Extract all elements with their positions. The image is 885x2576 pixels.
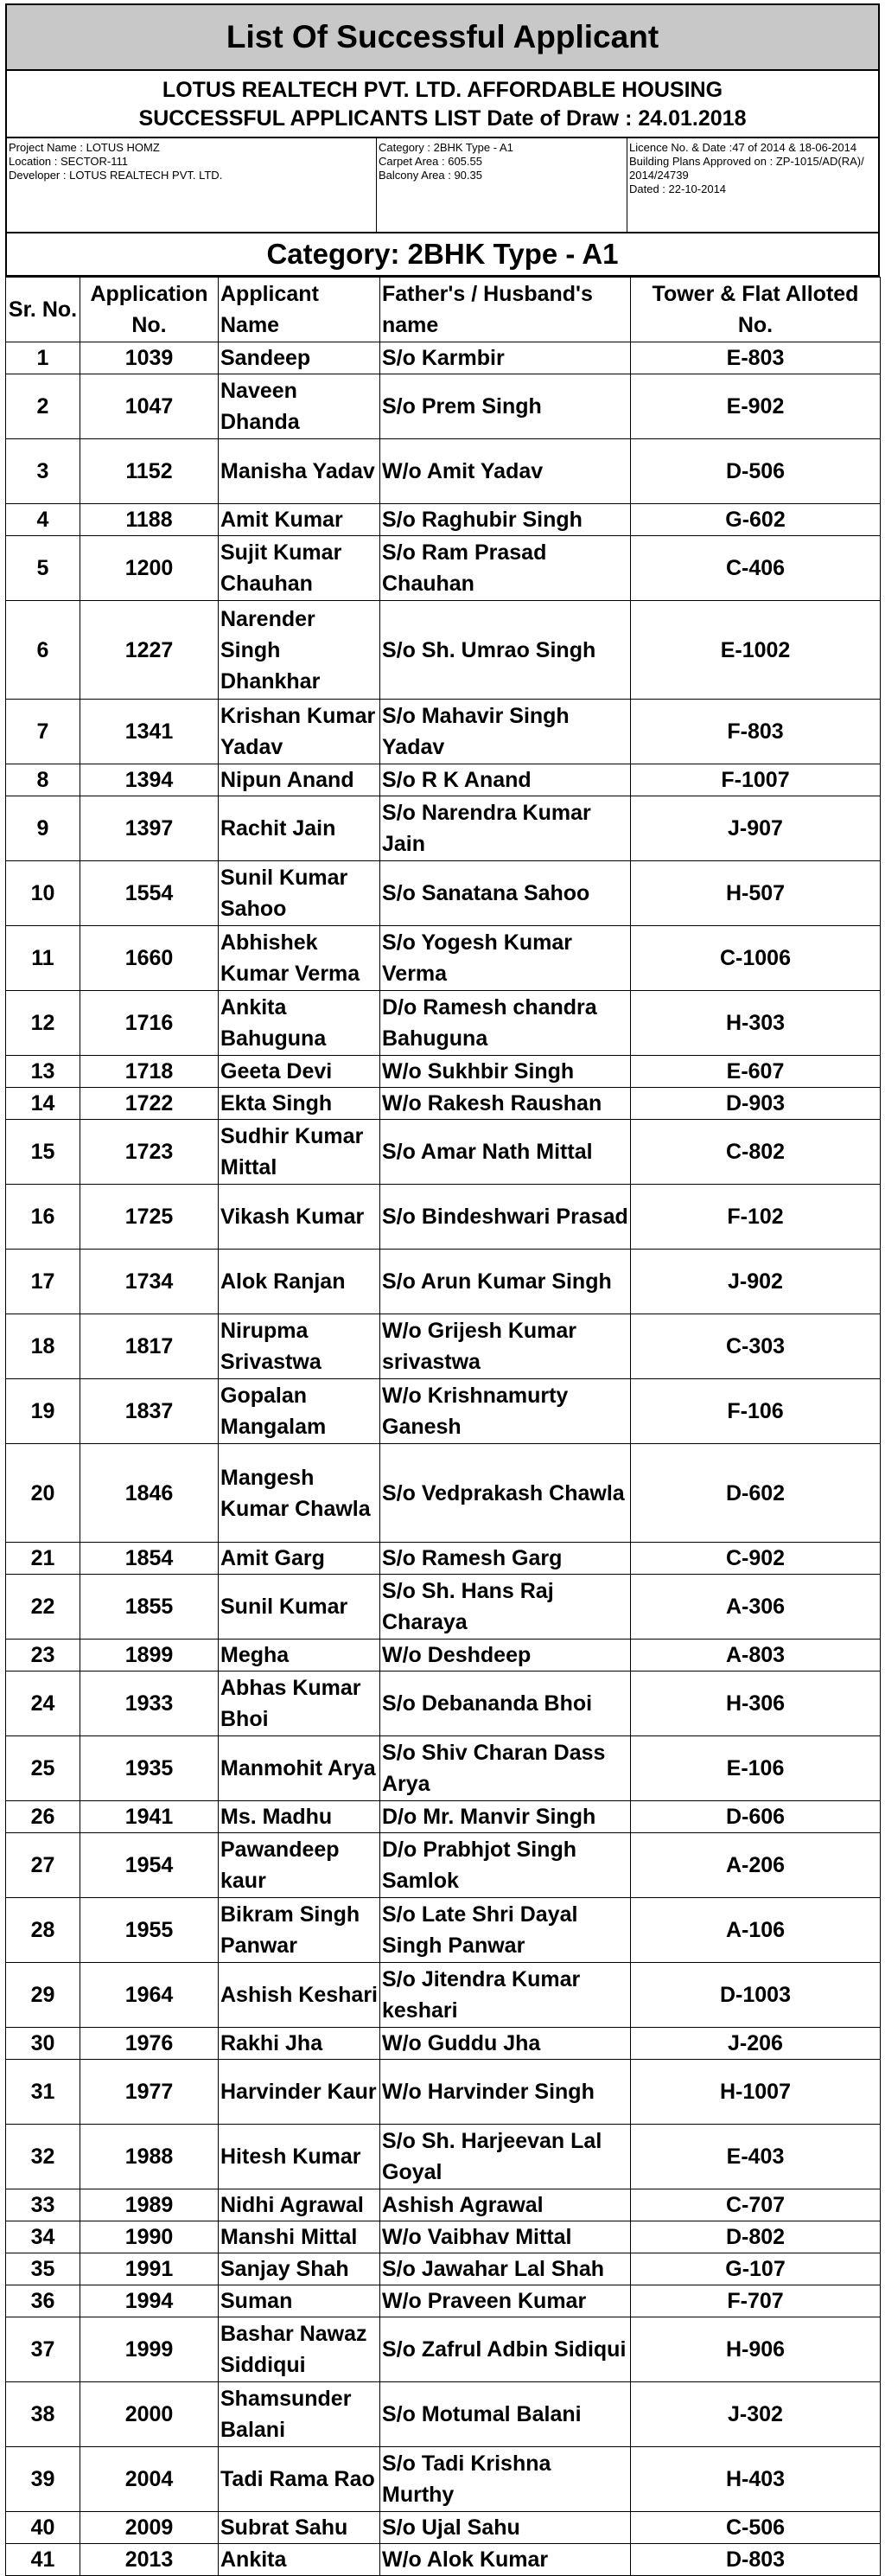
cell-application-no: 1200	[80, 536, 219, 601]
table-row	[6, 1120, 881, 1185]
cell-father-husband-name: S/o Debananda Bhoi	[380, 1672, 631, 1736]
cell-application-no: 2013	[80, 2544, 219, 2576]
carpet-area: Carpet Area : 605.55	[379, 155, 482, 168]
cell-father-husband-name: D/o Ramesh chandra Bahuguna	[380, 991, 631, 1056]
cell-sr: 40	[6, 2512, 80, 2544]
cell-father-husband-name: W/o Vaibhav Mittal	[380, 2221, 631, 2253]
cell-applicant-name: Vikash Kumar	[219, 1185, 380, 1250]
cell-applicant-name: Shamsunder Balani	[219, 2382, 380, 2447]
table-row	[6, 1444, 881, 1543]
cell-father-husband-name: S/o Bindeshwari Prasad	[380, 1185, 631, 1250]
cell-sr: 16	[6, 1185, 80, 1250]
cell-application-no: 1227	[80, 601, 219, 700]
cell-sr: 13	[6, 1056, 80, 1088]
cell-applicant-name: Ekta Singh	[219, 1088, 380, 1120]
cell-father-husband-name: S/o Late Shri Dayal Singh Panwar	[380, 1898, 631, 1963]
project-name: Project Name : LOTUS HOMZ	[9, 141, 160, 154]
page-title: List Of Successful Applicant	[5, 3, 880, 71]
table-row	[6, 2125, 881, 2189]
cell-tower-flat: A-106	[631, 1898, 881, 1963]
cell-tower-flat: C-303	[631, 1314, 881, 1379]
cell-applicant-name: Bikram Singh Panwar	[219, 1898, 380, 1963]
cell-applicant-name: Narender Singh Dhankhar	[219, 601, 380, 700]
company-header	[5, 71, 880, 138]
cell-tower-flat: C-902	[631, 1543, 881, 1575]
cell-father-husband-name: S/o Motumal Balani	[380, 2382, 631, 2447]
cell-father-husband-name: S/o Ramesh Garg	[380, 1543, 631, 1575]
table-row	[6, 2028, 881, 2060]
cell-sr: 3	[6, 439, 80, 504]
cell-sr: 27	[6, 1833, 80, 1898]
table-row	[6, 764, 881, 796]
cell-father-husband-name: W/o Deshdeep	[380, 1640, 631, 1672]
cell-sr: 30	[6, 2028, 80, 2060]
cell-applicant-name: Abhas Kumar Bhoi	[219, 1672, 380, 1736]
col-header-sr: Sr. No.	[6, 278, 80, 342]
cell-applicant-name: Gopalan Mangalam	[219, 1379, 380, 1444]
table-row	[6, 1575, 881, 1640]
cell-tower-flat: C-506	[631, 2512, 881, 2544]
cell-tower-flat: H-306	[631, 1672, 881, 1736]
cell-application-no: 1976	[80, 2028, 219, 2060]
table-row	[6, 2447, 881, 2512]
cell-tower-flat: H-1007	[631, 2060, 881, 2125]
cell-father-husband-name: S/o Ram Prasad Chauhan	[380, 536, 631, 601]
category-heading: Category: 2BHK Type - A1	[5, 233, 880, 277]
cell-tower-flat: G-602	[631, 504, 881, 536]
table-row	[6, 2285, 881, 2317]
cell-tower-flat: D-803	[631, 2544, 881, 2576]
table-row	[6, 861, 881, 926]
cell-sr: 33	[6, 2189, 80, 2221]
cell-father-husband-name: S/o Zafrul Adbin Sidiqui	[380, 2317, 631, 2382]
table-row	[6, 2382, 881, 2447]
table-row	[6, 1833, 881, 1898]
cell-applicant-name: Nirupma Srivastwa	[219, 1314, 380, 1379]
cell-tower-flat: D-802	[631, 2221, 881, 2253]
building-plan-info: Building Plans Approved on : ZP-1015/AD(RA)/ 2014/24739	[629, 155, 864, 182]
cell-sr: 19	[6, 1379, 80, 1444]
cell-applicant-name: Ankita Bahuguna	[219, 991, 380, 1056]
table-row	[6, 1640, 881, 1672]
table-row	[6, 2253, 881, 2285]
cell-father-husband-name: S/o Ujal Sahu	[380, 2512, 631, 2544]
table-row	[6, 1250, 881, 1314]
cell-father-husband-name: W/o Krishnamurty Ganesh	[380, 1379, 631, 1444]
cell-application-no: 1341	[80, 700, 219, 764]
cell-tower-flat: F-102	[631, 1185, 881, 1250]
cell-tower-flat: J-302	[631, 2382, 881, 2447]
cell-applicant-name: Krishan Kumar Yadav	[219, 700, 380, 764]
cell-tower-flat: E-607	[631, 1056, 881, 1088]
cell-father-husband-name: W/o Grijesh Kumar srivastwa	[380, 1314, 631, 1379]
cell-father-husband-name: S/o Yogesh Kumar Verma	[380, 926, 631, 991]
cell-father-husband-name: S/o Jitendra Kumar keshari	[380, 1963, 631, 2028]
table-row	[6, 536, 881, 601]
cell-application-no: 1955	[80, 1898, 219, 1963]
cell-father-husband-name: S/o Amar Nath Mittal	[380, 1120, 631, 1185]
cell-tower-flat: F-707	[631, 2285, 881, 2317]
cell-application-no: 1977	[80, 2060, 219, 2125]
cell-tower-flat: F-1007	[631, 764, 881, 796]
cell-applicant-name: Nidhi Agrawal	[219, 2189, 380, 2221]
table-row	[6, 1314, 881, 1379]
cell-tower-flat: D-606	[631, 1801, 881, 1833]
cell-father-husband-name: S/o Shiv Charan Dass Arya	[380, 1736, 631, 1801]
cell-tower-flat: J-907	[631, 796, 881, 861]
cell-sr: 8	[6, 764, 80, 796]
cell-application-no: 1188	[80, 504, 219, 536]
cell-application-no: 1718	[80, 1056, 219, 1088]
cell-tower-flat: D-903	[631, 1088, 881, 1120]
cell-sr: 32	[6, 2125, 80, 2189]
table-row	[6, 1801, 881, 1833]
cell-sr: 37	[6, 2317, 80, 2382]
cell-applicant-name: Geeta Devi	[219, 1056, 380, 1088]
cell-father-husband-name: D/o Mr. Manvir Singh	[380, 1801, 631, 1833]
cell-sr: 28	[6, 1898, 80, 1963]
cell-father-husband-name: W/o Guddu Jha	[380, 2028, 631, 2060]
cell-tower-flat: H-507	[631, 861, 881, 926]
cell-application-no: 2009	[80, 2512, 219, 2544]
cell-tower-flat: C-406	[631, 536, 881, 601]
cell-sr: 38	[6, 2382, 80, 2447]
cell-father-husband-name: S/o Narendra Kumar Jain	[380, 796, 631, 861]
company-line: LOTUS REALTECH PVT. LTD. AFFORDABLE HOUSING	[162, 78, 723, 102]
cell-sr: 39	[6, 2447, 80, 2512]
cell-sr: 36	[6, 2285, 80, 2317]
cell-applicant-name: Sujit Kumar Chauhan	[219, 536, 380, 601]
table-row	[6, 991, 881, 1056]
table-header-row	[6, 278, 881, 342]
cell-sr: 24	[6, 1672, 80, 1736]
cell-application-no: 1999	[80, 2317, 219, 2382]
table-row	[6, 1379, 881, 1444]
cell-application-no: 1991	[80, 2253, 219, 2285]
cell-father-husband-name: W/o Sukhbir Singh	[380, 1056, 631, 1088]
cell-applicant-name: Sanjay Shah	[219, 2253, 380, 2285]
cell-applicant-name: Sudhir Kumar Mittal	[219, 1120, 380, 1185]
cell-sr: 21	[6, 1543, 80, 1575]
cell-applicant-name: Bashar Nawaz Siddiqui	[219, 2317, 380, 2382]
cell-tower-flat: C-1006	[631, 926, 881, 991]
cell-tower-flat: F-106	[631, 1379, 881, 1444]
cell-applicant-name: Abhishek Kumar Verma	[219, 926, 380, 991]
project-info-col2	[377, 138, 627, 232]
cell-father-husband-name: S/o Sh. Umrao Singh	[380, 601, 631, 700]
cell-applicant-name: Ashish Keshari	[219, 1963, 380, 2028]
table-row	[6, 1672, 881, 1736]
cell-tower-flat: E-106	[631, 1736, 881, 1801]
project-info	[5, 138, 880, 233]
table-row	[6, 374, 881, 439]
cell-application-no: 1817	[80, 1314, 219, 1379]
project-location: Location : SECTOR-111	[9, 155, 129, 168]
cell-father-husband-name: Ashish Agrawal	[380, 2189, 631, 2221]
project-developer: Developer : LOTUS REALTECH PVT. LTD.	[9, 169, 223, 182]
cell-applicant-name: Hitesh Kumar	[219, 2125, 380, 2189]
cell-father-husband-name: S/o Sh. Hans Raj Charaya	[380, 1575, 631, 1640]
licence-info: Licence No. & Date :47 of 2014 & 18-06-2014	[629, 141, 857, 154]
cell-applicant-name: Harvinder Kaur	[219, 2060, 380, 2125]
cell-applicant-name: Ms. Madhu	[219, 1801, 380, 1833]
cell-father-husband-name: S/o Sanatana Sahoo	[380, 861, 631, 926]
cell-tower-flat: H-303	[631, 991, 881, 1056]
cell-sr: 6	[6, 601, 80, 700]
cell-application-no: 1990	[80, 2221, 219, 2253]
cell-sr: 34	[6, 2221, 80, 2253]
cell-applicant-name: Mangesh Kumar Chawla	[219, 1444, 380, 1543]
table-body	[6, 342, 881, 2576]
cell-sr: 5	[6, 536, 80, 601]
cell-application-no: 1837	[80, 1379, 219, 1444]
cell-father-husband-name: S/o R K Anand	[380, 764, 631, 796]
cell-application-no: 1397	[80, 796, 219, 861]
cell-application-no: 1554	[80, 861, 219, 926]
table-row	[6, 1056, 881, 1088]
cell-tower-flat: D-1003	[631, 1963, 881, 2028]
table-row	[6, 1898, 881, 1963]
project-info-col1	[7, 138, 377, 232]
cell-tower-flat: E-803	[631, 342, 881, 374]
table-row	[6, 1088, 881, 1120]
cell-sr: 17	[6, 1250, 80, 1314]
table-row	[6, 2221, 881, 2253]
cell-application-no: 1723	[80, 1120, 219, 1185]
cell-father-husband-name: S/o Vedprakash Chawla	[380, 1444, 631, 1543]
table-row	[6, 1963, 881, 2028]
cell-applicant-name: Manmohit Arya	[219, 1736, 380, 1801]
cell-tower-flat: C-802	[631, 1120, 881, 1185]
cell-tower-flat: A-803	[631, 1640, 881, 1672]
table-row	[6, 700, 881, 764]
cell-application-no: 1722	[80, 1088, 219, 1120]
cell-tower-flat: C-707	[631, 2189, 881, 2221]
cell-sr: 15	[6, 1120, 80, 1185]
table-row	[6, 926, 881, 991]
cell-tower-flat: H-403	[631, 2447, 881, 2512]
cell-application-no: 1989	[80, 2189, 219, 2221]
cell-tower-flat: E-403	[631, 2125, 881, 2189]
cell-tower-flat: J-902	[631, 1250, 881, 1314]
cell-application-no: 1660	[80, 926, 219, 991]
cell-tower-flat: G-107	[631, 2253, 881, 2285]
cell-father-husband-name: S/o Arun Kumar Singh	[380, 1250, 631, 1314]
cell-application-no: 1933	[80, 1672, 219, 1736]
cell-application-no: 1988	[80, 2125, 219, 2189]
cell-application-no: 2004	[80, 2447, 219, 2512]
table-row	[6, 504, 881, 536]
cell-father-husband-name: S/o Karmbir	[380, 342, 631, 374]
cell-tower-flat: E-1002	[631, 601, 881, 700]
cell-sr: 23	[6, 1640, 80, 1672]
cell-application-no: 1716	[80, 991, 219, 1056]
cell-tower-flat: D-506	[631, 439, 881, 504]
table-row	[6, 2060, 881, 2125]
cell-applicant-name: Amit Kumar	[219, 504, 380, 536]
table-row	[6, 2512, 881, 2544]
cell-applicant-name: Alok Ranjan	[219, 1250, 380, 1314]
cell-father-husband-name: S/o Sh. Harjeevan Lal Goyal	[380, 2125, 631, 2189]
cell-applicant-name: Sunil Kumar	[219, 1575, 380, 1640]
cell-applicant-name: Ankita	[219, 2544, 380, 2576]
cell-applicant-name: Suman	[219, 2285, 380, 2317]
table-row	[6, 1543, 881, 1575]
cell-father-husband-name: S/o Jawahar Lal Shah	[380, 2253, 631, 2285]
cell-sr: 29	[6, 1963, 80, 2028]
cell-sr: 25	[6, 1736, 80, 1801]
table-row	[6, 1736, 881, 1801]
cell-father-husband-name: S/o Raghubir Singh	[380, 504, 631, 536]
cell-tower-flat: F-803	[631, 700, 881, 764]
cell-sr: 35	[6, 2253, 80, 2285]
cell-sr: 22	[6, 1575, 80, 1640]
cell-application-no: 1152	[80, 439, 219, 504]
col-header-tower-flat: Tower & Flat Alloted No.	[631, 278, 881, 342]
cell-father-husband-name: S/o Tadi Krishna Murthy	[380, 2447, 631, 2512]
cell-sr: 31	[6, 2060, 80, 2125]
cell-tower-flat: J-206	[631, 2028, 881, 2060]
cell-sr: 26	[6, 1801, 80, 1833]
document	[5, 3, 880, 2576]
project-info-col3	[627, 138, 878, 232]
cell-tower-flat: H-906	[631, 2317, 881, 2382]
cell-father-husband-name: W/o Harvinder Singh	[380, 2060, 631, 2125]
cell-application-no: 1941	[80, 1801, 219, 1833]
cell-tower-flat: E-902	[631, 374, 881, 439]
cell-applicant-name: Sunil Kumar Sahoo	[219, 861, 380, 926]
cell-sr: 12	[6, 991, 80, 1056]
cell-applicant-name: Tadi Rama Rao	[219, 2447, 380, 2512]
cell-applicant-name: Pawandeep kaur	[219, 1833, 380, 1898]
table-row	[6, 796, 881, 861]
cell-application-no: 1855	[80, 1575, 219, 1640]
cell-sr: 2	[6, 374, 80, 439]
cell-application-no: 1854	[80, 1543, 219, 1575]
plan-dated: Dated : 22-10-2014	[629, 182, 727, 195]
table-row	[6, 2317, 881, 2382]
cell-father-husband-name: W/o Amit Yadav	[380, 439, 631, 504]
cell-sr: 1	[6, 342, 80, 374]
cell-father-husband-name: S/o Prem Singh	[380, 374, 631, 439]
cell-tower-flat: A-306	[631, 1575, 881, 1640]
cell-application-no: 1954	[80, 1833, 219, 1898]
cell-sr: 20	[6, 1444, 80, 1543]
cell-sr: 4	[6, 504, 80, 536]
draw-line: SUCCESSFUL APPLICANTS LIST Date of Draw : 24.01.2018	[138, 106, 747, 131]
cell-applicant-name: Rachit Jain	[219, 796, 380, 861]
col-header-application: Application No.	[80, 278, 219, 342]
cell-sr: 10	[6, 861, 80, 926]
cell-father-husband-name: D/o Prabhjot Singh Samlok	[380, 1833, 631, 1898]
balcony-area: Balcony Area : 90.35	[379, 169, 482, 182]
cell-sr: 41	[6, 2544, 80, 2576]
cell-tower-flat: A-206	[631, 1833, 881, 1898]
cell-application-no: 1725	[80, 1185, 219, 1250]
cell-application-no: 1935	[80, 1736, 219, 1801]
table-row	[6, 439, 881, 504]
cell-application-no: 1846	[80, 1444, 219, 1543]
cell-application-no: 1734	[80, 1250, 219, 1314]
cell-applicant-name: Amit Garg	[219, 1543, 380, 1575]
cell-father-husband-name: W/o Rakesh Raushan	[380, 1088, 631, 1120]
cell-father-husband-name: S/o Mahavir Singh Yadav	[380, 700, 631, 764]
cell-application-no: 1899	[80, 1640, 219, 1672]
table-row	[6, 2544, 881, 2576]
cell-tower-flat: D-602	[631, 1444, 881, 1543]
cell-applicant-name: Subrat Sahu	[219, 2512, 380, 2544]
cell-applicant-name: Nipun Anand	[219, 764, 380, 796]
cell-application-no: 1394	[80, 764, 219, 796]
cell-sr: 11	[6, 926, 80, 991]
cell-application-no: 1047	[80, 374, 219, 439]
cell-applicant-name: Megha	[219, 1640, 380, 1672]
cell-sr: 7	[6, 700, 80, 764]
table-row	[6, 342, 881, 374]
table-row	[6, 1185, 881, 1250]
applicant-table	[5, 277, 881, 2576]
cell-father-husband-name: W/o Praveen Kumar	[380, 2285, 631, 2317]
cell-applicant-name: Rakhi Jha	[219, 2028, 380, 2060]
cell-application-no: 1964	[80, 1963, 219, 2028]
cell-application-no: 1039	[80, 342, 219, 374]
cell-father-husband-name: W/o Alok Kumar	[380, 2544, 631, 2576]
cell-sr: 18	[6, 1314, 80, 1379]
col-header-applicant-name: Applicant Name	[219, 278, 380, 342]
cell-applicant-name: Naveen Dhanda	[219, 374, 380, 439]
table-row	[6, 2189, 881, 2221]
table-row	[6, 601, 881, 700]
cell-application-no: 1994	[80, 2285, 219, 2317]
col-header-father-husband: Father's / Husband's name	[380, 278, 631, 342]
cell-applicant-name: Manshi Mittal	[219, 2221, 380, 2253]
cell-sr: 14	[6, 1088, 80, 1120]
category-info: Category : 2BHK Type - A1	[379, 141, 513, 154]
cell-application-no: 2000	[80, 2382, 219, 2447]
cell-sr: 9	[6, 796, 80, 861]
cell-applicant-name: Manisha Yadav	[219, 439, 380, 504]
cell-applicant-name: Sandeep	[219, 342, 380, 374]
